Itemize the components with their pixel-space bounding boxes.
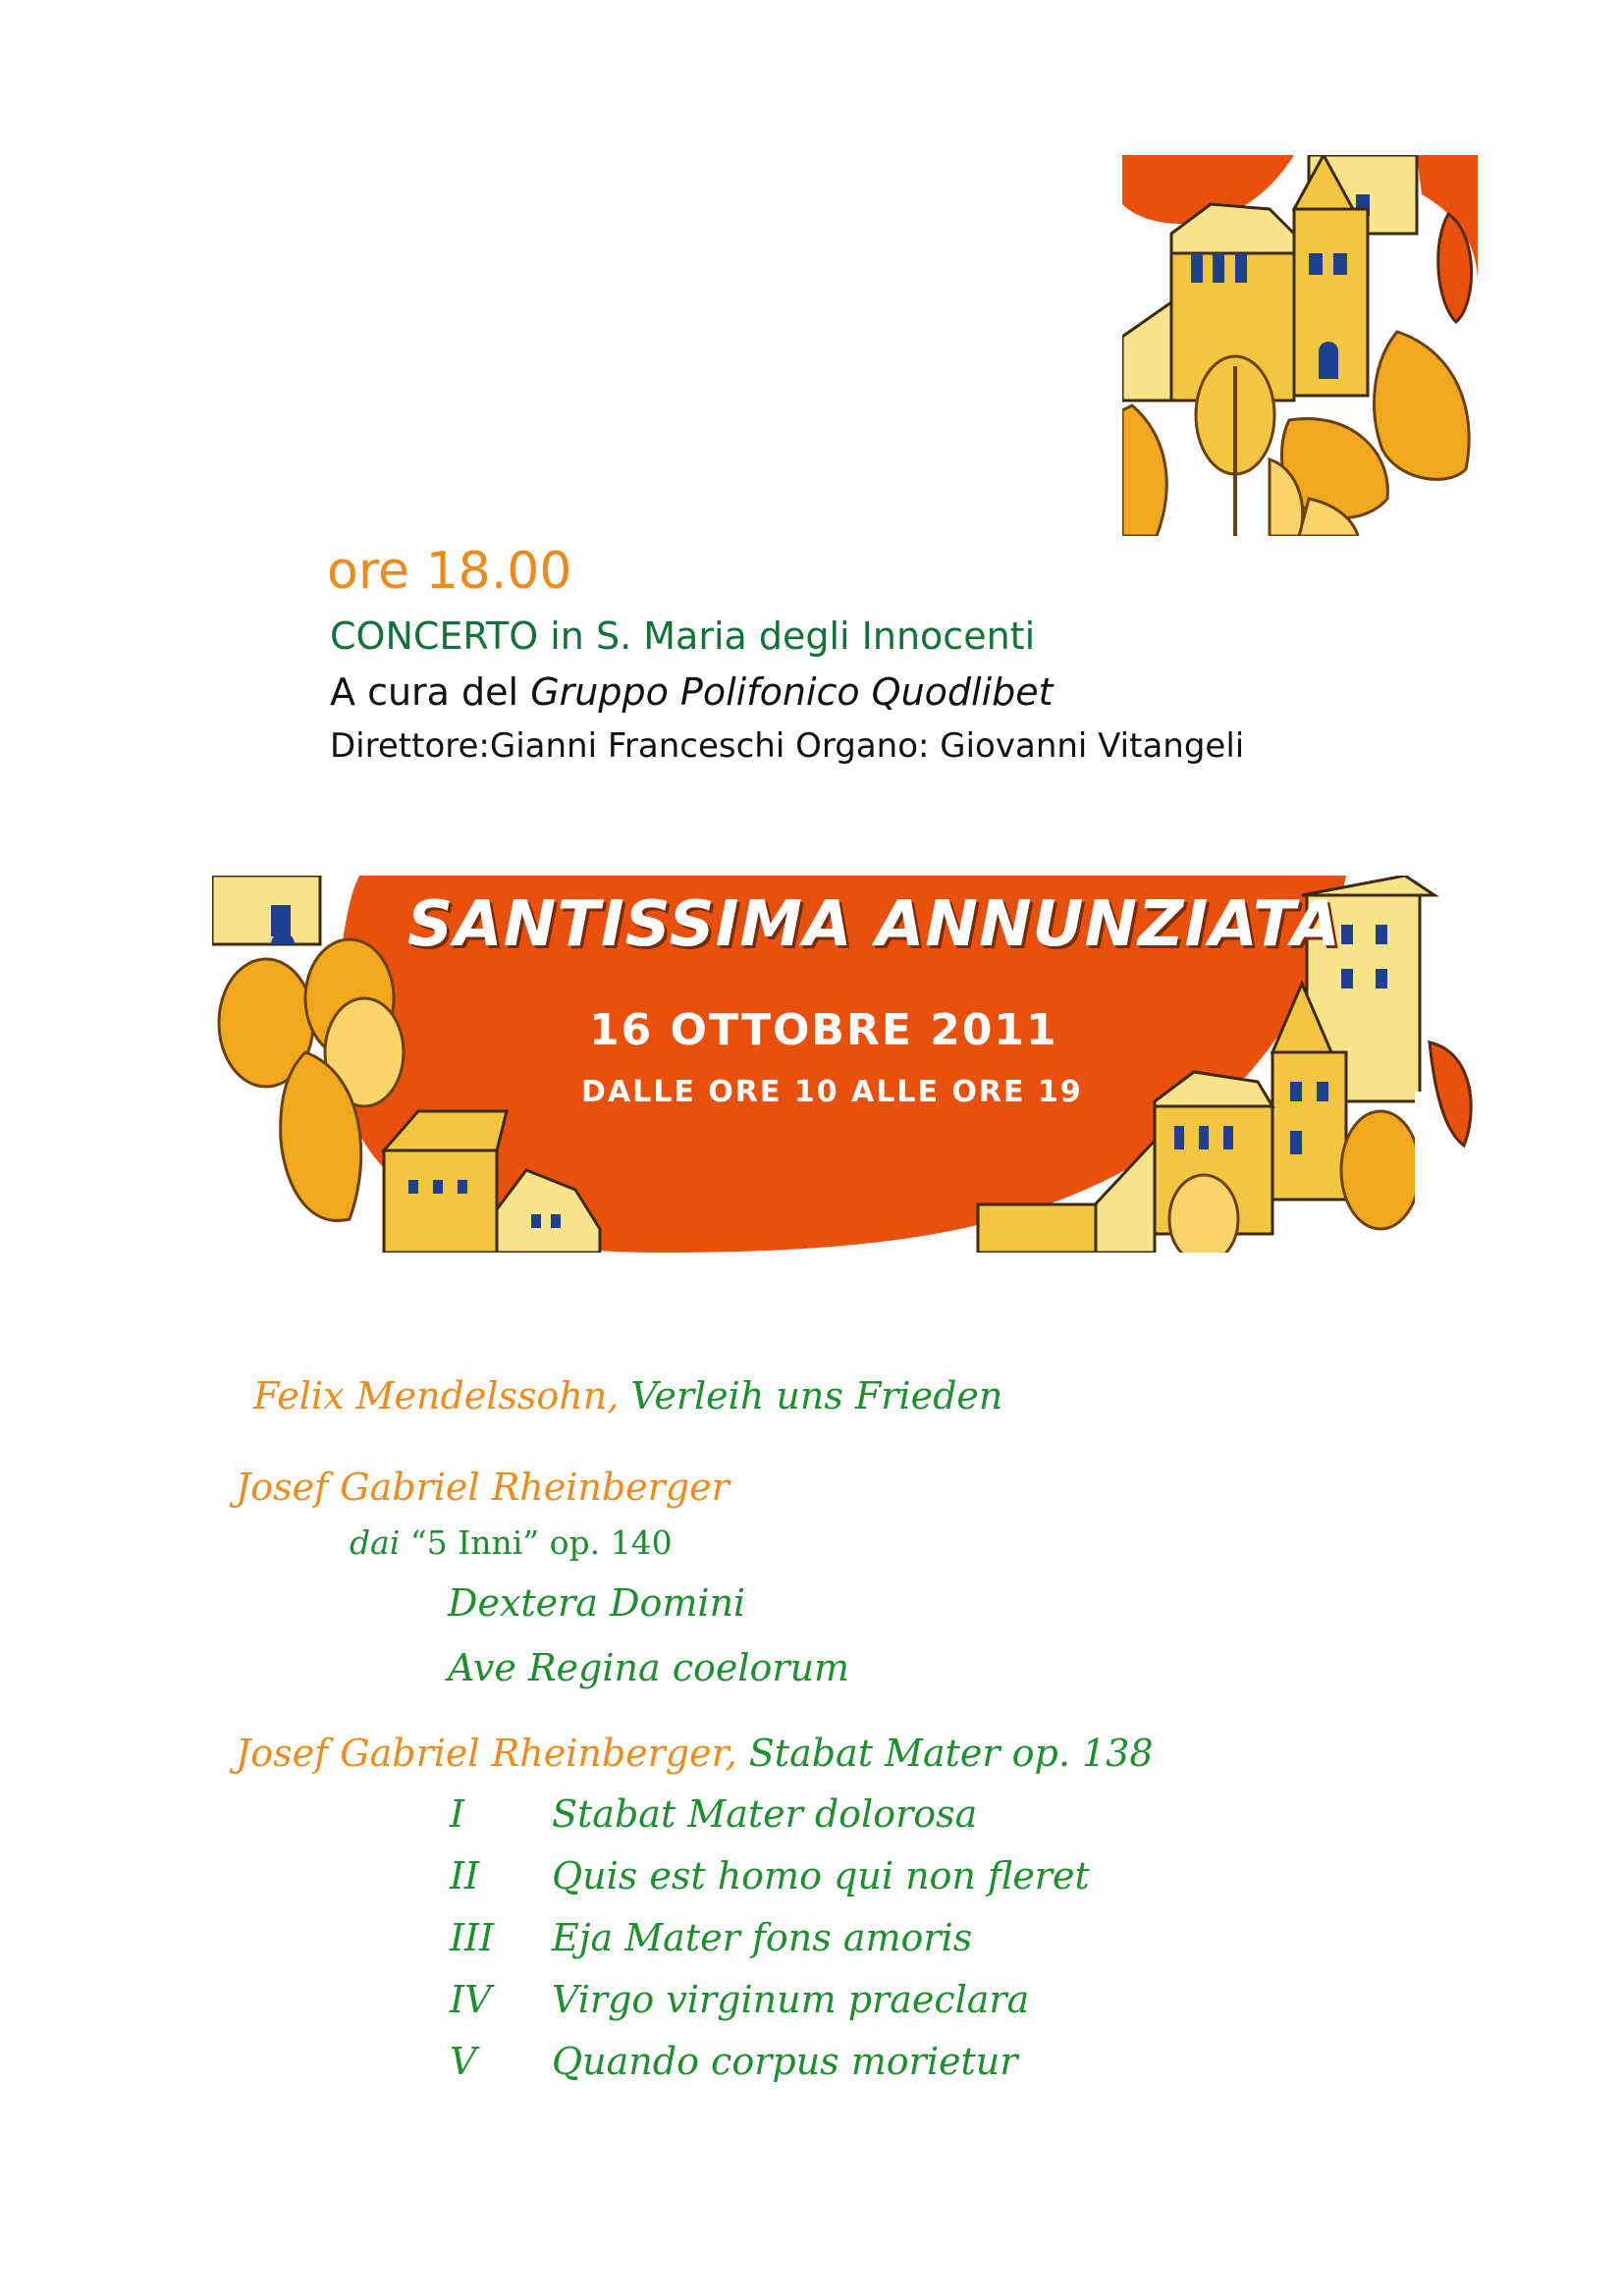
composer-name: Josef Gabriel Rheinberger,	[236, 1732, 737, 1775]
opus-number: op. 140	[539, 1523, 673, 1562]
movement-title: Quis est homo qui non fleret	[552, 1854, 1090, 1897]
hymn-item: Ave Regina coelorum	[448, 1646, 850, 1689]
hymn-item: Dextera Domini	[448, 1581, 746, 1625]
collection-title: “5 Inni”	[409, 1523, 540, 1562]
movement-title: Virgo virginum praeclara	[552, 1978, 1030, 2021]
from-label: dai	[350, 1523, 410, 1562]
movement-number: V	[450, 2040, 477, 2083]
banner-title: SANTISSIMA ANNUNZIATA	[407, 888, 1341, 961]
composer-name: Josef Gabriel Rheinberger	[236, 1466, 730, 1509]
movement-row	[450, 1792, 977, 1836]
banner-date: 16 OTTOBRE 2011	[589, 1005, 1058, 1055]
work-title: Stabat Mater op. 138	[736, 1732, 1154, 1775]
work-title: Verleih uns Frieden	[619, 1374, 1003, 1417]
movement-title: Stabat Mater dolorosa	[552, 1792, 978, 1836]
program-item-mendelssohn	[253, 1374, 1002, 1417]
village-illustration-top	[1122, 155, 1478, 536]
movement-number: III	[450, 1916, 495, 1959]
movement-number: II	[450, 1854, 480, 1897]
director-organ-line: Direttore:Gianni Franceschi Organo: Giovanni Vitangeli	[330, 726, 1245, 766]
movement-number: I	[450, 1792, 465, 1836]
concert-time: ore 18.00	[327, 542, 572, 601]
movement-row	[450, 1916, 972, 1959]
curated-by-prefix: A cura del	[330, 670, 531, 714]
concert-title: CONCERTO in S. Maria degli Innocenti	[330, 614, 1036, 658]
movement-row	[450, 2040, 1017, 2083]
movement-title: Eja Mater fons amoris	[552, 1916, 973, 1959]
group-name: Gruppo Polifonico Quodlibet	[530, 670, 1054, 714]
hymns-line	[350, 1523, 673, 1562]
program-item-stabat-mater	[236, 1732, 1154, 1775]
composer-name: Felix Mendelssohn,	[253, 1374, 620, 1417]
banner-hours: DALLE ORE 10 ALLE ORE 19	[581, 1075, 1083, 1109]
movement-row	[450, 1854, 1090, 1897]
curated-by	[330, 670, 1054, 714]
movement-number: IV	[450, 1978, 492, 2021]
movement-row	[450, 1978, 1029, 2021]
movement-title: Quando corpus morietur	[552, 2040, 1018, 2083]
